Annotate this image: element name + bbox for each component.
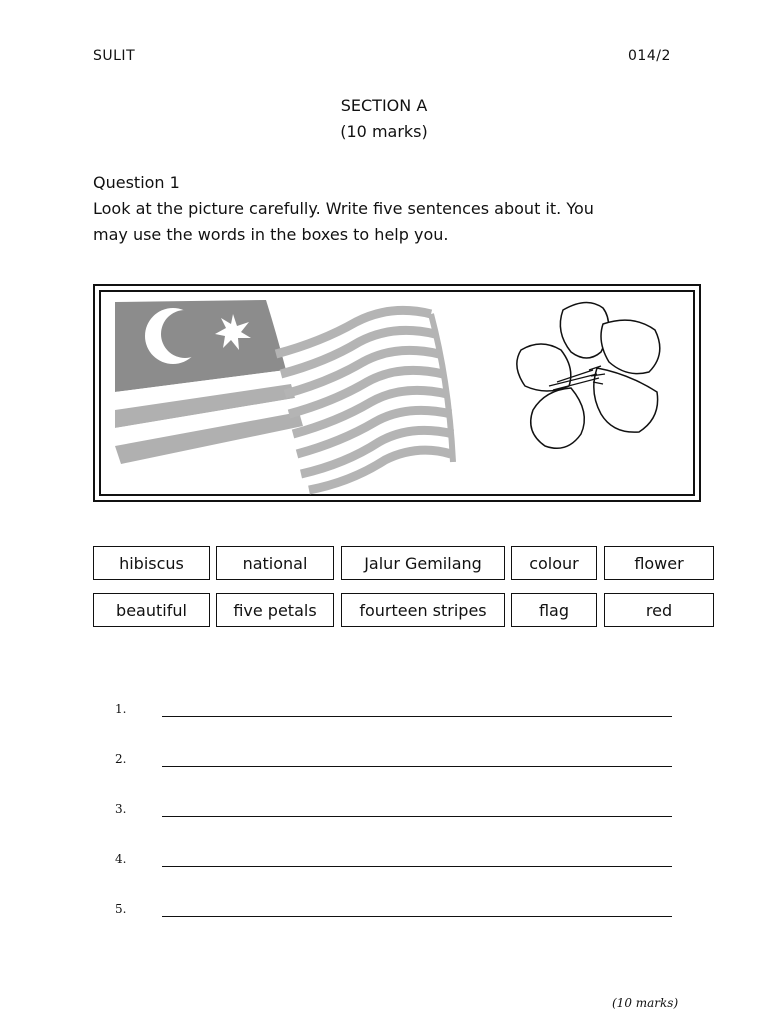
word-box-national: national (216, 546, 334, 580)
word-box-flag: flag (511, 593, 597, 627)
word-box-colour: colour (511, 546, 597, 580)
word-box-jalur-gemilang: Jalur Gemilang (341, 546, 505, 580)
flag-image (115, 300, 453, 490)
answer-number: 5. (115, 902, 127, 916)
answer-number: 3. (115, 802, 127, 816)
hibiscus-image (517, 302, 660, 448)
footer-marks: (10 marks) (612, 996, 679, 1010)
word-box-red: red (604, 593, 714, 627)
word-box-beautiful: beautiful (93, 593, 210, 627)
answer-number: 1. (115, 702, 127, 716)
question-instruction-line1: Look at the picture carefully. Write five sentences about it. You (93, 199, 594, 218)
answer-line-2[interactable] (162, 752, 672, 767)
question-heading: Question 1 (93, 173, 180, 192)
section-marks: (10 marks) (340, 122, 428, 141)
header-paper-code: 014/2 (628, 48, 671, 64)
answer-number: 4. (115, 852, 127, 866)
word-box-flower: flower (604, 546, 714, 580)
answer-number: 2. (115, 752, 127, 766)
word-box-five-petals: five petals (216, 593, 334, 627)
header-sulit: SULIT (93, 48, 136, 64)
word-box-fourteen-stripes: fourteen stripes (341, 593, 505, 627)
word-box-hibiscus: hibiscus (93, 546, 210, 580)
question-instruction-line2: may use the words in the boxes to help you. (93, 225, 449, 244)
picture-frame (93, 284, 701, 502)
section-title: SECTION A (340, 96, 428, 115)
answer-line-4[interactable] (162, 852, 672, 867)
answer-line-1[interactable] (162, 702, 672, 717)
picture-inner-border (99, 290, 695, 496)
answer-line-5[interactable] (162, 902, 672, 917)
answer-line-3[interactable] (162, 802, 672, 817)
